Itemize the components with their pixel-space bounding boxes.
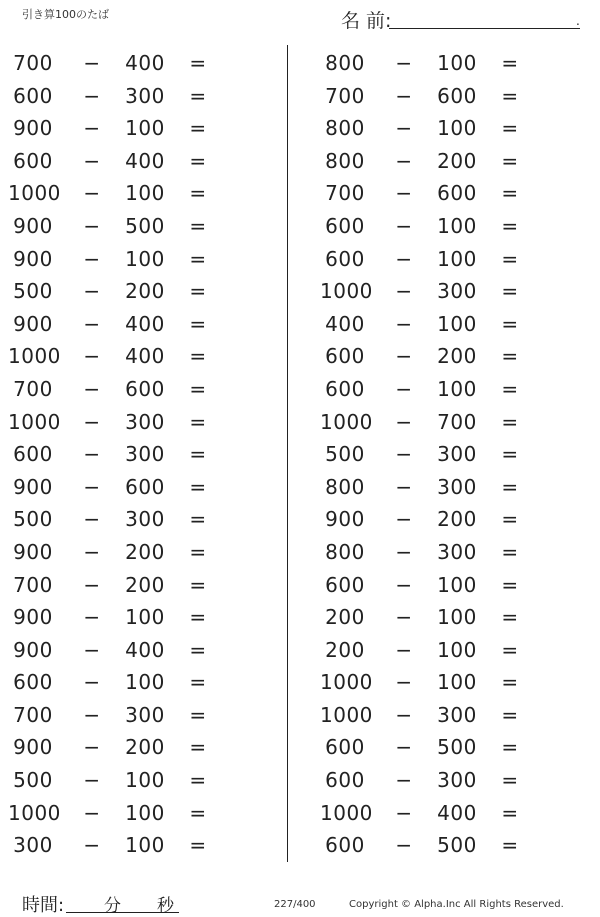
minuend: 600 xyxy=(325,376,365,401)
minus-sign: − xyxy=(83,539,101,564)
problem-row xyxy=(0,569,230,602)
minus-sign: − xyxy=(395,605,413,630)
subtrahend: 100 xyxy=(437,605,477,630)
second-label: 秒 xyxy=(157,896,174,916)
minus-sign: − xyxy=(395,539,413,564)
problem-row xyxy=(312,373,542,406)
copyright: Copyright © Alpha.Inc All Rights Reserved. xyxy=(349,899,564,910)
problem-row xyxy=(0,797,230,830)
minus-sign: − xyxy=(395,311,413,336)
equals-sign: = xyxy=(501,539,519,564)
equals-sign: = xyxy=(189,409,207,434)
problem-row xyxy=(312,699,542,732)
minuend: 800 xyxy=(325,474,365,499)
equals-sign: = xyxy=(501,246,519,271)
equals-sign: = xyxy=(189,735,207,760)
minus-sign: − xyxy=(83,83,101,108)
minus-sign: − xyxy=(395,279,413,304)
minus-sign: − xyxy=(83,474,101,499)
equals-sign: = xyxy=(189,442,207,467)
subtrahend: 100 xyxy=(125,181,165,206)
problem-row xyxy=(0,275,230,308)
problem-row xyxy=(0,536,230,569)
minuend: 1000 xyxy=(8,409,61,434)
minus-sign: − xyxy=(395,637,413,662)
minus-sign: − xyxy=(395,670,413,695)
subtrahend: 100 xyxy=(437,376,477,401)
problem-row xyxy=(0,829,230,862)
equals-sign: = xyxy=(501,148,519,173)
subtrahend: 100 xyxy=(125,116,165,141)
minuend: 800 xyxy=(325,148,365,173)
subtrahend: 500 xyxy=(437,735,477,760)
problem-row xyxy=(312,764,542,797)
minus-sign: − xyxy=(395,213,413,238)
minuend: 600 xyxy=(325,768,365,793)
equals-sign: = xyxy=(189,376,207,401)
minus-sign: − xyxy=(83,605,101,630)
minus-sign: − xyxy=(395,51,413,75)
minus-sign: − xyxy=(83,507,101,532)
minuend: 1000 xyxy=(8,800,61,825)
minuend: 700 xyxy=(13,572,53,597)
problem-row xyxy=(312,145,542,178)
subtrahend: 300 xyxy=(125,442,165,467)
minus-sign: − xyxy=(395,572,413,597)
minus-sign: − xyxy=(395,702,413,727)
subtrahend: 300 xyxy=(125,507,165,532)
subtrahend: 300 xyxy=(125,83,165,108)
minuend: 600 xyxy=(325,833,365,858)
subtrahend: 500 xyxy=(125,213,165,238)
subtrahend: 300 xyxy=(437,768,477,793)
minuend: 500 xyxy=(325,442,365,467)
problem-row xyxy=(0,634,230,667)
minuend: 600 xyxy=(13,442,53,467)
minuend: 700 xyxy=(325,83,365,108)
minuend: 900 xyxy=(13,474,53,499)
subtrahend: 600 xyxy=(437,83,477,108)
equals-sign: = xyxy=(501,213,519,238)
subtrahend: 200 xyxy=(125,539,165,564)
minuend: 600 xyxy=(325,344,365,369)
subtrahend: 400 xyxy=(125,344,165,369)
minuend: 600 xyxy=(325,246,365,271)
left-problem-column xyxy=(0,47,230,862)
subtrahend: 100 xyxy=(125,768,165,793)
problem-row xyxy=(312,210,542,243)
equals-sign: = xyxy=(501,376,519,401)
minuend: 500 xyxy=(13,507,53,532)
equals-sign: = xyxy=(189,279,207,304)
minus-sign: − xyxy=(83,637,101,662)
equals-sign: = xyxy=(189,800,207,825)
equals-sign: = xyxy=(189,539,207,564)
problem-row xyxy=(312,634,542,667)
minus-sign: − xyxy=(83,409,101,434)
right-problem-column xyxy=(312,47,542,862)
time-label: 時間: xyxy=(22,895,65,916)
problem-row xyxy=(312,569,542,602)
problem-row xyxy=(0,308,230,341)
problem-row xyxy=(0,731,230,764)
subtrahend: 500 xyxy=(437,833,477,858)
problem-row xyxy=(312,438,542,471)
subtrahend: 100 xyxy=(125,670,165,695)
minus-sign: − xyxy=(83,279,101,304)
equals-sign: = xyxy=(189,246,207,271)
subtrahend: 100 xyxy=(437,116,477,141)
equals-sign: = xyxy=(189,702,207,727)
subtrahend: 200 xyxy=(125,572,165,597)
minuend: 900 xyxy=(13,539,53,564)
equals-sign: = xyxy=(189,474,207,499)
problem-row xyxy=(312,47,542,80)
minuend: 800 xyxy=(325,51,365,75)
equals-sign: = xyxy=(501,51,519,75)
minus-sign: − xyxy=(83,768,101,793)
minuend: 900 xyxy=(13,735,53,760)
minuend: 600 xyxy=(13,148,53,173)
subtrahend: 100 xyxy=(437,311,477,336)
equals-sign: = xyxy=(501,507,519,532)
subtrahend: 200 xyxy=(125,279,165,304)
problem-row xyxy=(312,275,542,308)
subtrahend: 100 xyxy=(437,51,477,75)
equals-sign: = xyxy=(501,442,519,467)
minuend: 200 xyxy=(325,637,365,662)
minuend: 800 xyxy=(325,539,365,564)
problem-row xyxy=(0,80,230,113)
subtrahend: 600 xyxy=(125,376,165,401)
minuend: 700 xyxy=(325,181,365,206)
problem-row xyxy=(0,177,230,210)
minuend: 900 xyxy=(13,116,53,141)
equals-sign: = xyxy=(189,670,207,695)
subtrahend: 400 xyxy=(125,637,165,662)
subtrahend: 300 xyxy=(437,539,477,564)
problem-row xyxy=(312,340,542,373)
subtrahend: 200 xyxy=(437,344,477,369)
minuend: 600 xyxy=(13,670,53,695)
problem-row xyxy=(0,438,230,471)
name-end-mark: . xyxy=(576,14,580,28)
minuend: 900 xyxy=(13,605,53,630)
subtrahend: 200 xyxy=(437,507,477,532)
minus-sign: − xyxy=(395,442,413,467)
subtrahend: 300 xyxy=(437,279,477,304)
minus-sign: − xyxy=(395,409,413,434)
problem-row xyxy=(312,308,542,341)
subtrahend: 300 xyxy=(437,702,477,727)
equals-sign: = xyxy=(189,833,207,858)
equals-sign: = xyxy=(501,116,519,141)
equals-sign: = xyxy=(501,474,519,499)
minus-sign: − xyxy=(395,768,413,793)
minuend: 500 xyxy=(13,768,53,793)
problem-row xyxy=(312,731,542,764)
minuend: 600 xyxy=(325,735,365,760)
minus-sign: − xyxy=(83,344,101,369)
problem-row xyxy=(0,112,230,145)
minus-sign: − xyxy=(395,148,413,173)
equals-sign: = xyxy=(189,148,207,173)
subtrahend: 400 xyxy=(125,311,165,336)
equals-sign: = xyxy=(189,116,207,141)
minus-sign: − xyxy=(395,507,413,532)
minus-sign: − xyxy=(83,670,101,695)
minuend: 900 xyxy=(13,213,53,238)
minuend: 1000 xyxy=(320,670,373,695)
minuend: 1000 xyxy=(320,409,373,434)
equals-sign: = xyxy=(501,409,519,434)
minus-sign: − xyxy=(395,246,413,271)
subtrahend: 100 xyxy=(125,800,165,825)
minuend: 700 xyxy=(13,51,53,75)
problem-row xyxy=(0,145,230,178)
minus-sign: − xyxy=(395,735,413,760)
minute-label: 分 xyxy=(104,896,121,916)
equals-sign: = xyxy=(189,572,207,597)
minuend: 700 xyxy=(13,376,53,401)
subtrahend: 100 xyxy=(125,605,165,630)
minus-sign: − xyxy=(83,735,101,760)
subtrahend: 600 xyxy=(125,474,165,499)
subtrahend: 100 xyxy=(437,213,477,238)
problem-row xyxy=(0,406,230,439)
minus-sign: − xyxy=(83,116,101,141)
minus-sign: − xyxy=(395,800,413,825)
minus-sign: − xyxy=(395,116,413,141)
problem-row xyxy=(312,601,542,634)
problem-row xyxy=(0,340,230,373)
column-divider xyxy=(287,45,288,862)
name-label: 名 前: xyxy=(341,10,392,32)
minus-sign: − xyxy=(395,474,413,499)
minus-sign: − xyxy=(83,213,101,238)
problem-row xyxy=(312,666,542,699)
minus-sign: − xyxy=(395,376,413,401)
problem-row xyxy=(0,210,230,243)
equals-sign: = xyxy=(501,605,519,630)
worksheet-title: 引き算100のたば xyxy=(22,8,109,21)
equals-sign: = xyxy=(189,507,207,532)
problem-row xyxy=(312,503,542,536)
equals-sign: = xyxy=(501,670,519,695)
problem-row xyxy=(312,243,542,276)
minuend: 1000 xyxy=(8,181,61,206)
minus-sign: − xyxy=(83,800,101,825)
equals-sign: = xyxy=(501,637,519,662)
subtrahend: 600 xyxy=(437,181,477,206)
minus-sign: − xyxy=(395,181,413,206)
equals-sign: = xyxy=(501,181,519,206)
subtrahend: 200 xyxy=(437,148,477,173)
minus-sign: − xyxy=(83,376,101,401)
subtrahend: 100 xyxy=(437,572,477,597)
problem-row xyxy=(312,797,542,830)
minus-sign: − xyxy=(83,148,101,173)
problem-row xyxy=(0,373,230,406)
problem-row xyxy=(312,829,542,862)
subtrahend: 100 xyxy=(125,246,165,271)
subtrahend: 300 xyxy=(437,474,477,499)
minuend: 600 xyxy=(325,572,365,597)
minuend: 900 xyxy=(13,246,53,271)
minuend: 700 xyxy=(13,702,53,727)
minuend: 200 xyxy=(325,605,365,630)
minus-sign: − xyxy=(83,833,101,858)
equals-sign: = xyxy=(189,181,207,206)
minus-sign: − xyxy=(83,246,101,271)
equals-sign: = xyxy=(501,572,519,597)
equals-sign: = xyxy=(189,311,207,336)
problem-row xyxy=(0,243,230,276)
minuend: 500 xyxy=(13,279,53,304)
minuend: 600 xyxy=(13,83,53,108)
problem-row xyxy=(0,471,230,504)
minus-sign: − xyxy=(395,344,413,369)
equals-sign: = xyxy=(189,51,207,75)
equals-sign: = xyxy=(501,311,519,336)
minuend: 400 xyxy=(325,311,365,336)
minus-sign: − xyxy=(83,702,101,727)
problem-row xyxy=(312,406,542,439)
minuend: 900 xyxy=(13,311,53,336)
minus-sign: − xyxy=(83,181,101,206)
minuend: 1000 xyxy=(320,279,373,304)
subtrahend: 400 xyxy=(437,800,477,825)
minus-sign: − xyxy=(83,311,101,336)
name-field[interactable] xyxy=(341,6,581,30)
subtrahend: 100 xyxy=(437,246,477,271)
minuend: 800 xyxy=(325,116,365,141)
problem-row xyxy=(312,80,542,113)
minus-sign: − xyxy=(395,833,413,858)
problem-row xyxy=(0,764,230,797)
problem-row xyxy=(0,699,230,732)
equals-sign: = xyxy=(501,344,519,369)
minuend: 300 xyxy=(13,833,53,858)
problem-row xyxy=(0,503,230,536)
minus-sign: − xyxy=(83,442,101,467)
problem-row xyxy=(0,601,230,634)
page-number: 227/400 xyxy=(274,899,316,910)
equals-sign: = xyxy=(189,768,207,793)
minuend: 900 xyxy=(13,637,53,662)
equals-sign: = xyxy=(501,800,519,825)
problem-row xyxy=(0,47,230,80)
problem-row xyxy=(312,536,542,569)
equals-sign: = xyxy=(501,768,519,793)
equals-sign: = xyxy=(189,344,207,369)
subtrahend: 100 xyxy=(125,833,165,858)
minuend: 1000 xyxy=(8,344,61,369)
equals-sign: = xyxy=(501,735,519,760)
subtrahend: 400 xyxy=(125,148,165,173)
equals-sign: = xyxy=(189,605,207,630)
problem-row xyxy=(0,666,230,699)
minuend: 1000 xyxy=(320,800,373,825)
minuend: 600 xyxy=(325,213,365,238)
minus-sign: − xyxy=(83,51,101,75)
subtrahend: 700 xyxy=(437,409,477,434)
minus-sign: − xyxy=(395,83,413,108)
name-line xyxy=(389,28,580,29)
subtrahend: 300 xyxy=(125,409,165,434)
subtrahend: 200 xyxy=(125,735,165,760)
equals-sign: = xyxy=(189,637,207,662)
equals-sign: = xyxy=(189,83,207,108)
equals-sign: = xyxy=(501,279,519,304)
minuend: 900 xyxy=(325,507,365,532)
problem-row xyxy=(312,177,542,210)
minuend: 1000 xyxy=(320,702,373,727)
subtrahend: 100 xyxy=(437,637,477,662)
subtrahend: 300 xyxy=(437,442,477,467)
equals-sign: = xyxy=(189,213,207,238)
subtrahend: 400 xyxy=(125,51,165,75)
equals-sign: = xyxy=(501,702,519,727)
minus-sign: − xyxy=(83,572,101,597)
equals-sign: = xyxy=(501,83,519,108)
problem-row xyxy=(312,112,542,145)
subtrahend: 300 xyxy=(125,702,165,727)
equals-sign: = xyxy=(501,833,519,858)
subtrahend: 100 xyxy=(437,670,477,695)
problem-row xyxy=(312,471,542,504)
